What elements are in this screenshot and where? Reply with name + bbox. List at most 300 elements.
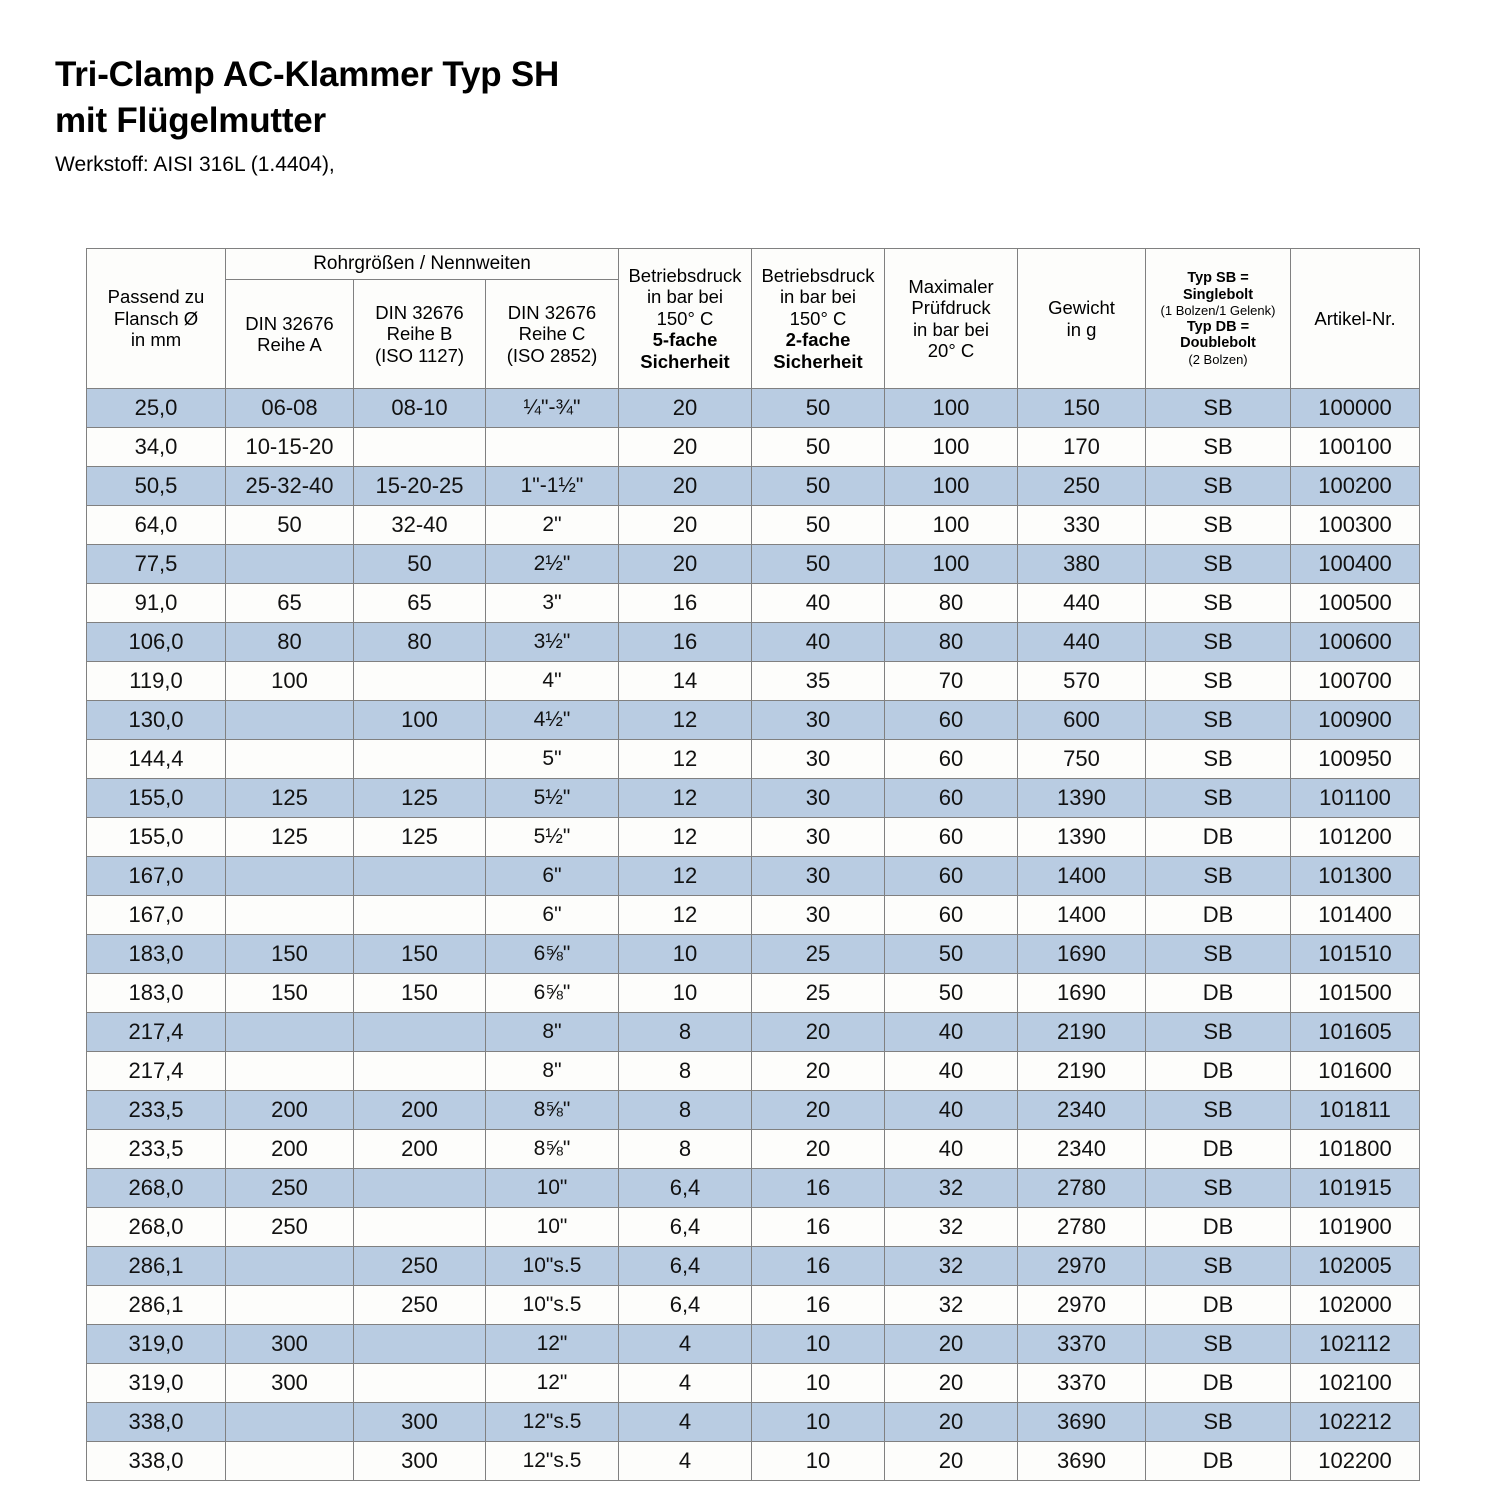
table-cell: SB: [1146, 389, 1291, 428]
table-row: [87, 1130, 1420, 1169]
table-cell: 30: [752, 818, 885, 857]
header-reihe-b: [354, 280, 486, 389]
header-pruef-line-2: Prüfdruck: [911, 297, 991, 319]
table-cell: 101400: [1291, 896, 1420, 935]
table-cell: 200: [226, 1130, 354, 1169]
table-cell: 32: [885, 1247, 1018, 1286]
table-cell: 125: [226, 779, 354, 818]
table-cell: SB: [1146, 1325, 1291, 1364]
table-cell: 60: [885, 896, 1018, 935]
table-cell: 25: [752, 974, 885, 1013]
table-cell: 300: [226, 1325, 354, 1364]
table-cell: 80: [885, 584, 1018, 623]
header-bolt-line-2: Singlebolt: [1182, 286, 1254, 303]
table-cell: 12: [619, 896, 752, 935]
table-row: [87, 1442, 1420, 1481]
table-cell: [226, 545, 354, 584]
header-reihe-c-line-2: Reihe C: [518, 323, 586, 345]
table-cell: 200: [226, 1091, 354, 1130]
table-cell: 50: [885, 974, 1018, 1013]
table-cell: 2190: [1018, 1052, 1146, 1091]
table-cell: DB: [1146, 1286, 1291, 1325]
table-cell: 10-15-20: [226, 428, 354, 467]
table-cell: 10": [486, 1208, 619, 1247]
table-cell: 100950: [1291, 740, 1420, 779]
table-cell: ¼"-¾": [486, 389, 619, 428]
table-cell: 380: [1018, 545, 1146, 584]
table-cell: 6": [486, 896, 619, 935]
header-betriebsdruck-2fach: [752, 249, 885, 389]
table-cell: 6⅝": [486, 974, 619, 1013]
table-cell: 5½": [486, 818, 619, 857]
header-flansch-line-2: Flansch Ø: [113, 307, 199, 329]
table-cell: 3370: [1018, 1364, 1146, 1403]
table-cell: 2970: [1018, 1286, 1146, 1325]
table-cell: DB: [1146, 896, 1291, 935]
table-cell: 6,4: [619, 1208, 752, 1247]
spec-table-container: [86, 248, 1419, 1481]
header-druck5-line-4: 5-fache: [652, 329, 718, 351]
table-row: [87, 1013, 1420, 1052]
table-cell: SB: [1146, 545, 1291, 584]
table-cell: DB: [1146, 1130, 1291, 1169]
header-flansch: [87, 249, 226, 389]
table-cell: 167,0: [87, 857, 226, 896]
table-row: [87, 779, 1420, 818]
table-cell: 106,0: [87, 623, 226, 662]
table-cell: 1400: [1018, 896, 1146, 935]
table-cell: 2780: [1018, 1169, 1146, 1208]
table-cell: SB: [1146, 1247, 1291, 1286]
table-row: [87, 974, 1420, 1013]
table-row: [87, 1169, 1420, 1208]
table-cell: 250: [226, 1169, 354, 1208]
table-cell: 50: [885, 935, 1018, 974]
table-cell: 250: [1018, 467, 1146, 506]
table-cell: 4": [486, 662, 619, 701]
table-cell: [354, 1364, 486, 1403]
table-cell: [354, 896, 486, 935]
table-cell: 3690: [1018, 1403, 1146, 1442]
table-row: [87, 584, 1420, 623]
table-cell: 338,0: [87, 1442, 226, 1481]
table-cell: 80: [226, 623, 354, 662]
table-cell: 32: [885, 1286, 1018, 1325]
table-cell: 250: [354, 1286, 486, 1325]
table-cell: 217,4: [87, 1013, 226, 1052]
table-cell: 100400: [1291, 545, 1420, 584]
table-cell: 101200: [1291, 818, 1420, 857]
table-cell: 338,0: [87, 1403, 226, 1442]
table-cell: 12: [619, 857, 752, 896]
table-cell: 200: [354, 1130, 486, 1169]
table-cell: 16: [619, 623, 752, 662]
table-cell: [354, 1013, 486, 1052]
table-cell: 10: [619, 974, 752, 1013]
table-cell: 20: [619, 545, 752, 584]
table-cell: [354, 857, 486, 896]
table-cell: [226, 1403, 354, 1442]
header-druck2-line-1: Betriebsdruck: [761, 264, 875, 286]
table-cell: 32: [885, 1208, 1018, 1247]
table-row: [87, 1403, 1420, 1442]
header-bolt-line-6: (2 Bolzen): [1188, 352, 1248, 368]
header-gewicht-line-1: Gewicht: [1048, 297, 1115, 319]
table-cell: 15-20-25: [354, 467, 486, 506]
table-cell: 50: [354, 545, 486, 584]
header-druck2-line-3: 150° C: [789, 307, 847, 329]
page-title-line-2: mit Flügelmutter: [55, 100, 326, 140]
table-cell: 12": [486, 1364, 619, 1403]
table-cell: SB: [1146, 740, 1291, 779]
header-rohrgroessen-group: Rohrgrößen / Nennweiten: [226, 249, 619, 280]
table-cell: 100: [885, 545, 1018, 584]
table-cell: 300: [354, 1442, 486, 1481]
table-cell: [354, 1169, 486, 1208]
table-cell: 60: [885, 818, 1018, 857]
table-body: [87, 389, 1420, 1481]
table-row: [87, 740, 1420, 779]
table-row: [87, 1364, 1420, 1403]
table-cell: 183,0: [87, 974, 226, 1013]
table-cell: 200: [354, 1091, 486, 1130]
table-cell: 100: [885, 467, 1018, 506]
table-cell: 50: [752, 506, 885, 545]
table-cell: 125: [354, 818, 486, 857]
table-cell: 1"-1½": [486, 467, 619, 506]
table-cell: 10: [752, 1442, 885, 1481]
table-cell: 6⅝": [486, 935, 619, 974]
table-row: [87, 1091, 1420, 1130]
table-cell: 12"s.5: [486, 1442, 619, 1481]
table-cell: [226, 1247, 354, 1286]
table-cell: 100: [885, 428, 1018, 467]
table-cell: DB: [1146, 1052, 1291, 1091]
header-reihe-c: [486, 280, 619, 389]
table-row: [87, 545, 1420, 584]
table-header: [87, 249, 1420, 389]
table-cell: 20: [619, 467, 752, 506]
table-cell: 100200: [1291, 467, 1420, 506]
table-cell: 25: [752, 935, 885, 974]
header-max-pruefdruck: [885, 249, 1018, 389]
table-cell: SB: [1146, 779, 1291, 818]
table-cell: [354, 662, 486, 701]
table-cell: 16: [752, 1208, 885, 1247]
table-cell: SB: [1146, 1403, 1291, 1442]
table-cell: 440: [1018, 623, 1146, 662]
table-cell: 4: [619, 1325, 752, 1364]
table-cell: 155,0: [87, 818, 226, 857]
header-gewicht: [1018, 249, 1146, 389]
table-row: [87, 818, 1420, 857]
table-row: [87, 1325, 1420, 1364]
table-cell: 10: [752, 1364, 885, 1403]
table-cell: 217,4: [87, 1052, 226, 1091]
header-druck2-line-2: in bar bei: [779, 286, 857, 308]
table-cell: [226, 740, 354, 779]
page-title: [55, 52, 1500, 143]
table-cell: 20: [752, 1013, 885, 1052]
table-cell: SB: [1146, 506, 1291, 545]
table-row: [87, 1247, 1420, 1286]
table-cell: 750: [1018, 740, 1146, 779]
table-cell: 150: [1018, 389, 1146, 428]
header-reihe-c-line-3: (ISO 2852): [506, 344, 598, 366]
table-cell: 2190: [1018, 1013, 1146, 1052]
table-cell: DB: [1146, 1364, 1291, 1403]
table-cell: 2780: [1018, 1208, 1146, 1247]
table-cell: 100900: [1291, 701, 1420, 740]
table-cell: 100500: [1291, 584, 1420, 623]
header-flansch-line-3: in mm: [130, 329, 182, 351]
table-cell: [226, 896, 354, 935]
table-cell: 3½": [486, 623, 619, 662]
table-cell: 250: [354, 1247, 486, 1286]
table-row: [87, 701, 1420, 740]
table-cell: 16: [752, 1247, 885, 1286]
table-cell: 40: [885, 1013, 1018, 1052]
table-cell: 30: [752, 779, 885, 818]
header-reihe-c-line-1: DIN 32676: [507, 301, 597, 323]
table-cell: 60: [885, 701, 1018, 740]
table-cell: 8⅝": [486, 1130, 619, 1169]
header-reihe-a-line-2: Reihe A: [257, 334, 322, 355]
table-cell: 8: [619, 1052, 752, 1091]
table-cell: 101605: [1291, 1013, 1420, 1052]
table-cell: 101800: [1291, 1130, 1420, 1169]
table-cell: 16: [752, 1169, 885, 1208]
table-cell: 10: [752, 1325, 885, 1364]
table-cell: 102112: [1291, 1325, 1420, 1364]
table-cell: 150: [354, 935, 486, 974]
table-cell: 77,5: [87, 545, 226, 584]
table-cell: 130,0: [87, 701, 226, 740]
table-row: [87, 935, 1420, 974]
table-cell: 150: [226, 935, 354, 974]
table-cell: 50: [226, 506, 354, 545]
table-cell: 16: [619, 584, 752, 623]
table-cell: [354, 1325, 486, 1364]
header-gewicht-line-2: in g: [1066, 318, 1097, 340]
table-cell: 50: [752, 389, 885, 428]
table-cell: 6,4: [619, 1286, 752, 1325]
table-cell: 101510: [1291, 935, 1420, 974]
table-cell: 65: [226, 584, 354, 623]
table-cell: 125: [354, 779, 486, 818]
table-cell: [354, 740, 486, 779]
material-subtitle: Werkstoff: AISI 316L (1.4404),: [55, 153, 335, 176]
table-cell: 50,5: [87, 467, 226, 506]
table-cell: SB: [1146, 428, 1291, 467]
table-cell: 102000: [1291, 1286, 1420, 1325]
table-cell: 1390: [1018, 818, 1146, 857]
table-cell: SB: [1146, 1169, 1291, 1208]
table-cell: 20: [752, 1091, 885, 1130]
table-cell: 8: [619, 1013, 752, 1052]
table-cell: 1390: [1018, 779, 1146, 818]
table-cell: 170: [1018, 428, 1146, 467]
table-row: [87, 1208, 1420, 1247]
table-cell: 144,4: [87, 740, 226, 779]
table-cell: 50: [752, 428, 885, 467]
table-cell: 2970: [1018, 1247, 1146, 1286]
header-druck2-line-5: Sicherheit: [773, 350, 863, 372]
table-cell: DB: [1146, 818, 1291, 857]
table-cell: SB: [1146, 701, 1291, 740]
table-cell: 60: [885, 779, 1018, 818]
table-cell: 4½": [486, 701, 619, 740]
table-cell: 100: [885, 506, 1018, 545]
table-cell: SB: [1146, 857, 1291, 896]
table-cell: 101811: [1291, 1091, 1420, 1130]
table-cell: 12: [619, 740, 752, 779]
table-row: [87, 1052, 1420, 1091]
table-cell: 25,0: [87, 389, 226, 428]
table-cell: 440: [1018, 584, 1146, 623]
table-row: [87, 389, 1420, 428]
table-cell: 50: [752, 545, 885, 584]
table-cell: 3": [486, 584, 619, 623]
table-cell: 3690: [1018, 1442, 1146, 1481]
header-druck2-line-4: 2-fache: [785, 329, 851, 351]
table-cell: 286,1: [87, 1247, 226, 1286]
header-bolt-line-3: (1 Bolzen/1 Gelenk): [1160, 303, 1276, 319]
table-row: [87, 623, 1420, 662]
header-reihe-b-line-3: (ISO 1127): [374, 344, 465, 366]
table-cell: 20: [752, 1130, 885, 1169]
table-cell: SB: [1146, 935, 1291, 974]
table-cell: 20: [619, 428, 752, 467]
table-cell: 91,0: [87, 584, 226, 623]
table-cell: 155,0: [87, 779, 226, 818]
table-cell: 150: [354, 974, 486, 1013]
table-cell: 8: [619, 1091, 752, 1130]
table-cell: 5": [486, 740, 619, 779]
table-cell: 100: [354, 701, 486, 740]
table-cell: [226, 1442, 354, 1481]
header-druck5-line-3: 150° C: [656, 307, 714, 329]
table-cell: 32-40: [354, 506, 486, 545]
table-cell: 4: [619, 1403, 752, 1442]
table-cell: 250: [226, 1208, 354, 1247]
table-cell: 2": [486, 506, 619, 545]
table-cell: 12: [619, 818, 752, 857]
table-cell: 30: [752, 740, 885, 779]
table-cell: 570: [1018, 662, 1146, 701]
table-cell: DB: [1146, 974, 1291, 1013]
table-cell: [354, 428, 486, 467]
table-cell: 5½": [486, 779, 619, 818]
table-cell: SB: [1146, 1091, 1291, 1130]
table-cell: 06-08: [226, 389, 354, 428]
table-cell: 34,0: [87, 428, 226, 467]
table-cell: 102212: [1291, 1403, 1420, 1442]
table-cell: 1690: [1018, 974, 1146, 1013]
table-cell: SB: [1146, 1013, 1291, 1052]
table-row: [87, 662, 1420, 701]
table-cell: 150: [226, 974, 354, 1013]
table-row: [87, 506, 1420, 545]
table-cell: DB: [1146, 1208, 1291, 1247]
header-pruef-line-1: Maximaler: [908, 275, 994, 297]
table-cell: 101300: [1291, 857, 1420, 896]
table-cell: [486, 428, 619, 467]
table-cell: 167,0: [87, 896, 226, 935]
table-cell: 300: [226, 1364, 354, 1403]
table-cell: 4: [619, 1364, 752, 1403]
table-cell: 70: [885, 662, 1018, 701]
table-cell: 8": [486, 1052, 619, 1091]
table-row: [87, 896, 1420, 935]
table-cell: 100700: [1291, 662, 1420, 701]
table-cell: 319,0: [87, 1364, 226, 1403]
header-reihe-b-line-1: DIN 32676: [375, 301, 464, 323]
table-cell: 100600: [1291, 623, 1420, 662]
table-cell: 12: [619, 779, 752, 818]
table-cell: 60: [885, 857, 1018, 896]
table-cell: [226, 857, 354, 896]
table-cell: 12: [619, 701, 752, 740]
table-cell: 80: [354, 623, 486, 662]
table-cell: 2½": [486, 545, 619, 584]
table-cell: 30: [752, 857, 885, 896]
table-cell: 10"s.5: [486, 1247, 619, 1286]
table-cell: 16: [752, 1286, 885, 1325]
table-cell: SB: [1146, 467, 1291, 506]
table-row: [87, 1286, 1420, 1325]
table-cell: 65: [354, 584, 486, 623]
table-cell: 40: [752, 623, 885, 662]
table-cell: 20: [619, 506, 752, 545]
table-cell: [226, 1052, 354, 1091]
table-cell: SB: [1146, 623, 1291, 662]
table-cell: 64,0: [87, 506, 226, 545]
table-cell: 3370: [1018, 1325, 1146, 1364]
table-cell: 08-10: [354, 389, 486, 428]
table-cell: 100000: [1291, 389, 1420, 428]
table-cell: 8: [619, 1130, 752, 1169]
table-cell: 102005: [1291, 1247, 1420, 1286]
table-cell: 80: [885, 623, 1018, 662]
header-flansch-line-1: Passend zu: [107, 286, 205, 308]
table-cell: 35: [752, 662, 885, 701]
page-title-line-1: Tri-Clamp AC-Klammer Typ SH: [55, 55, 560, 94]
table-cell: 2340: [1018, 1130, 1146, 1169]
header-pruef-line-4: 20° C: [927, 339, 975, 361]
table-cell: 6,4: [619, 1169, 752, 1208]
table-cell: 32: [885, 1169, 1018, 1208]
table-cell: [226, 701, 354, 740]
header-artikel-nr: Artikel-Nr.: [1291, 249, 1420, 389]
table-cell: 1400: [1018, 857, 1146, 896]
table-cell: 12"s.5: [486, 1403, 619, 1442]
table-cell: 330: [1018, 506, 1146, 545]
table-cell: 25-32-40: [226, 467, 354, 506]
table-cell: 60: [885, 740, 1018, 779]
table-cell: 40: [752, 584, 885, 623]
table-cell: 286,1: [87, 1286, 226, 1325]
table-cell: 40: [885, 1052, 1018, 1091]
table-cell: 183,0: [87, 935, 226, 974]
table-cell: DB: [1146, 1442, 1291, 1481]
table-cell: 101500: [1291, 974, 1420, 1013]
table-cell: 101100: [1291, 779, 1420, 818]
table-cell: 300: [354, 1403, 486, 1442]
table-cell: 40: [885, 1091, 1018, 1130]
table-cell: 10: [752, 1403, 885, 1442]
table-cell: 50: [752, 467, 885, 506]
